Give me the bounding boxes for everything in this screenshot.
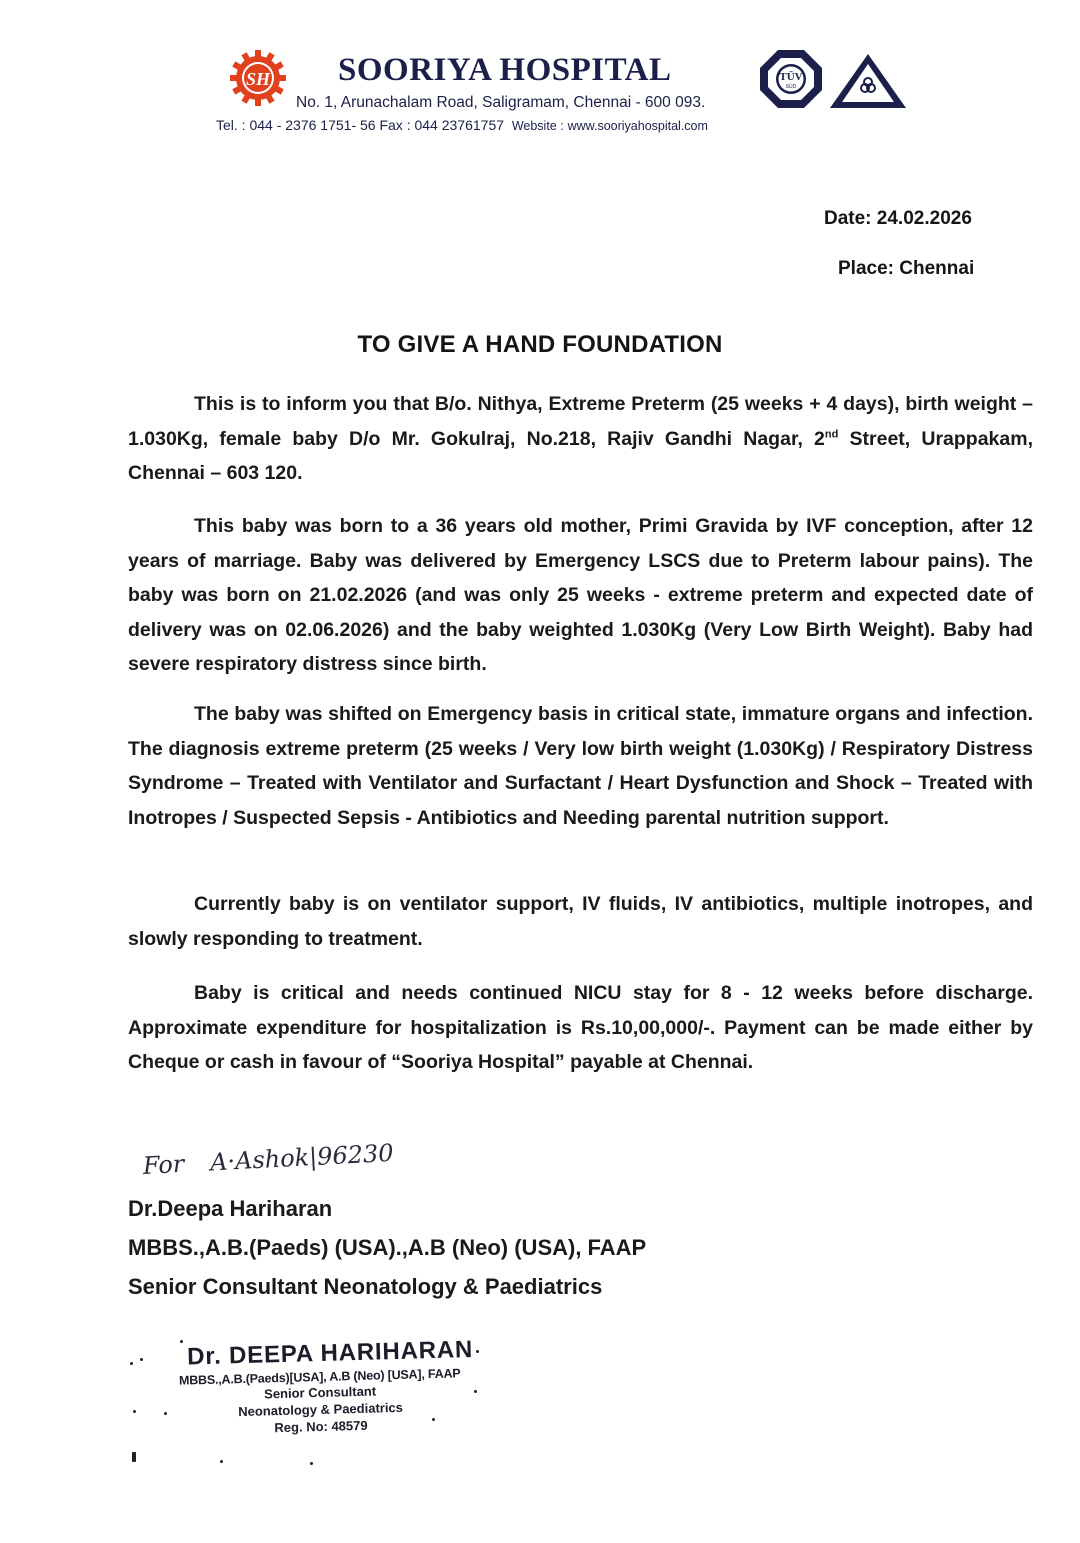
stamp-name: Dr. DEEPA HARIHARAN	[186, 1335, 474, 1371]
paragraph-diagnosis: The baby was shifted on Emergency basis in critical state, immature organs and infection. The diagnosis extreme preterm (25 weeks / Very low birth weight (1.030Kg) / Respiratory Distress Syndrome – Treated with Ventilator and Surfactant / Heart Dysfunction and Shock – Treated with Inotropes / Suspected Sepsis - Antibiotics and Needing parental nutrition support.	[128, 703, 1033, 829]
accreditation-triangle-icon	[828, 52, 908, 112]
ink-speck	[133, 1410, 136, 1413]
hospital-contact	[216, 117, 708, 133]
fax-number: 044 23761757	[414, 117, 505, 133]
ink-speck	[130, 1362, 133, 1365]
ink-speck	[476, 1350, 479, 1353]
letter-title: TO GIVE A HAND FOUNDATION	[357, 331, 723, 358]
superscript: nd	[824, 428, 839, 440]
hospital-address: No. 1, Arunachalam Road, Saligramam, Chennai - 600 093.	[296, 94, 706, 111]
stamp-registration: Reg. No: 48579	[274, 1417, 368, 1436]
stamp-qualifications: MBBS.,A.B.(Paeds)[USA], A.B (Neo) [USA], FAAP	[178, 1366, 461, 1388]
fax-label: Fax :	[379, 117, 411, 133]
doctor-qualifications: MBBS.,A.B.(Paeds) (USA).,A.B (Neo) (USA), FAAP	[128, 1235, 647, 1260]
ink-speck	[132, 1452, 136, 1462]
svg-text:SÜD: SÜD	[785, 84, 797, 90]
doctor-role: Senior Consultant Neonatology & Paediatrics	[128, 1274, 603, 1299]
ink-speck	[310, 1462, 313, 1465]
date-value: 24.02.2026	[876, 208, 972, 229]
ink-speck	[432, 1418, 435, 1421]
hospital-name: SOORIYA HOSPITAL	[338, 52, 672, 88]
svg-text:TÜV: TÜV	[779, 71, 803, 83]
paragraph-text: Street, Urappakam, Chennai – 603 120.	[128, 427, 1033, 484]
ink-speck	[180, 1340, 183, 1343]
tel-label: Tel. :	[216, 117, 246, 133]
website-link[interactable]: www.sooriyahospital.com	[567, 119, 708, 133]
handwritten-signature	[142, 1139, 394, 1180]
doctor-stamp	[139, 1335, 501, 1439]
paragraph-birth-history: This baby was born to a 36 years old mother, Primi Gravida by IVF conception, after 12 years of marriage. Baby was delivered by Emergency LSCS due to Preterm labour pains). The baby was born on 21.02.2026 (and was only 25 weeks - extreme preterm and expected date of delivery was on 02.06.2026) and the baby weighted 1.030Kg (Very Low Birth Weight). Baby had severe respiratory distress since birth.	[128, 515, 1033, 675]
letter-place	[838, 258, 974, 280]
date-label: Date:	[824, 208, 872, 229]
handwritten-for: For	[142, 1149, 185, 1180]
ink-speck	[164, 1412, 167, 1415]
handwritten-name: A·Ashok|96230	[209, 1138, 395, 1177]
paragraph-patient-details	[128, 387, 1033, 491]
ink-speck	[474, 1390, 477, 1393]
doctor-name: Dr.Deepa Hariharan	[128, 1196, 333, 1221]
website-label: Website :	[511, 119, 564, 133]
stamp-role-line2: Neonatology & Paediatrics	[238, 1399, 404, 1420]
tel-number: 044 - 2376 1751- 56	[249, 117, 376, 133]
paragraph-current-status: Currently baby is on ventilator support, IV fluids, IV antibiotics, multiple inotropes, and slowly responding to treatment.	[128, 893, 1033, 950]
svg-text:SH: SH	[245, 69, 271, 89]
place-label: Place:	[838, 258, 894, 279]
paragraph-text: This is to inform you that B/o. Nithya, Extreme Preterm (25 weeks + 4 days), birth weight – 1.030Kg, female baby D/o Mr. Gokulraj, No.218, Rajiv Gandhi Nagar, 2	[128, 393, 1033, 450]
place-value: Chennai	[899, 258, 975, 279]
paragraph-expenditure: Baby is critical and needs continued NICU stay for 8 - 12 weeks before discharge. Approximate expenditure for hospitalization is Rs.10,00,000/-. Payment can be made either by Cheque or cash in favour of “Sooriya Hospital” payable at Chennai.	[128, 982, 1033, 1073]
ink-speck	[140, 1358, 143, 1361]
tuv-certification-icon	[758, 48, 824, 110]
letter-date	[824, 208, 972, 230]
stamp-role-line1: Senior Consultant	[263, 1383, 377, 1402]
ink-speck	[220, 1460, 223, 1463]
hospital-logo-icon	[228, 48, 288, 108]
